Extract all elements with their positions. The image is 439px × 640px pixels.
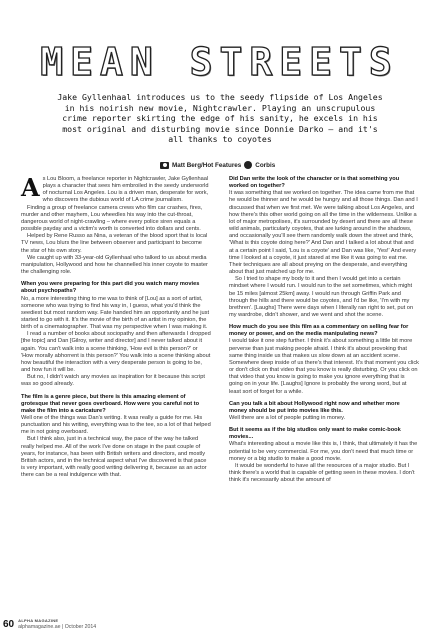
interview-question: How much do you see this film as a commentary on selling fear for money or power, and on the media manipulating news?: [229, 324, 409, 338]
intro-paragraph: [21, 173, 211, 205]
right-column: [229, 176, 419, 484]
interview-answer: So I tried to shape my body to it and then I would get into a certain mindset where I would run. I would run to the set sometimes, which might be 15 miles [almost 25km] away. I would run through Griffin Park and through the hills and there would be coyotes, and I'd be like, 'I'm with my brethren'. [Laughs] There were days when I literally ran right to set, put on my wardrobe, didn't shower, and we went and shot the scene.: [229, 276, 414, 318]
interview-question: Can you talk a bit about Hollywood right now and whether more money should be put into movies like this.: [229, 400, 400, 414]
interview-answer: It would be wonderful to have all the resources of a major studio. But I think there's a world that is capable of getting seen in these movies. I don't think it's necessarily about the amount of: [229, 462, 415, 484]
interview-answer: What's interesting about a movie like this is, I think, that ultimately it has the potential to be very commercial. For me, you don't need that much time or money or a big studio to make a good movie.: [229, 441, 418, 462]
left-column: [21, 173, 211, 479]
standfirst-line: Jake Gyllenhaal introduces us to the seedy flipside of Los Angeles: [57, 92, 383, 102]
interview-question: The film is a genre piece, but there is this amazing element of grotesque that never goes overboard. How were you careful not to make the film into a caricature?: [21, 393, 200, 414]
agency-credit: Corbis: [255, 161, 276, 169]
body-paragraph: We caught up with 33-year-old Gyllenhaal who talked to us about media manipulation, Hollywood and how he channelled his inner coyote to master the challenging role.: [21, 254, 208, 276]
interview-answer: I read a number of books about sociopathy and then afterwards I dropped [the topic] and Dan [Gilroy, writer and director] and I never talked about it again. You can't walk into a scene thinking, 'How evil is this person?' or 'How morally abhorrent is this person?' You walk into a scene thinking about how beautiful the interaction with a very desperate person is going to be, and how fun it will be.: [21, 331, 211, 374]
standfirst-line: all thanks to coyotes: [168, 134, 272, 145]
magazine-logo: ALPHA MAGAZINE: [18, 618, 59, 623]
standfirst-line: crime reporter skirting the edge of his sanity, he excels in his: [62, 113, 378, 124]
interview-question: When you were preparing for this part did you watch many movies about psychopaths?: [21, 281, 200, 295]
interview-answer: But I think also, just in a technical way, the pace of the way he talked really helped me. All of the work I've done on stage in the past couple of years, for instance, has been with British writers and directors, and mostly British actors, and in the technical aspect what I've discovered is that pace is very important, with really good writing delivering it, because as an actor there can be a real indulgence with that.: [21, 436, 207, 479]
interview-answer: It was something that we worked on together. The idea came from me that he would be thinner and he would be hungry and all those things. Dan and I discussed that when we first met. We were talking about Los Angeles, and how there's this other world going on all the time in the wilderness. Unlike a lot of major metropolises, it's surrounded by desert and there are all these wild animals, particularly coyotes, that are lurking around in the shadows, and occasionally you'll see them randomly walk down the street and think, 'What is this coyote doing here?' And Dan and I talked a lot about that and at a certain point I said, 'Lou is a coyote' and Dan was like, 'Yes!' And every time I looked at a coyote, it just stared at me like it was going to eat me. Their techniques are all about preying on the desperate, and everything about that just matched up for me.: [229, 190, 418, 276]
page-footer: [0, 618, 96, 630]
standfirst-line: most original and disturbing movie since Donnie Darko – and it's: [62, 123, 378, 134]
footer-line: alphamagazine.ae | October 2014: [18, 624, 97, 630]
standfirst: [40, 92, 400, 145]
interview-question: But it seems as if the big studios only want to make comic-book movies...: [229, 427, 401, 441]
interview-question: Did Dan write the look of the character or is that something you worked on together?: [229, 176, 400, 190]
interview-answer: Well one of the things was Dan's writing. It was really a guide for me. His punctuation and his writing, everything was to the tee, so a lot of that helped me in not going overboard.: [21, 415, 211, 436]
standfirst-line: in his noirish new movie, Nightcrawler. Playing an unscrupulous: [64, 102, 376, 113]
photographer-credit: Matt Berg/Hot Features: [172, 161, 242, 169]
interview-answer: Well there are a lot of people putting in money.: [229, 415, 346, 421]
body-paragraph: Helped by Rene Russo as Nina, a veteran of the blood sport that is local TV news, Lou blurs the line between observer and participant to become the star of his own story.: [21, 233, 208, 254]
footer-text: [18, 618, 96, 630]
interview-answer: But no, I didn't watch any movies as inspiration for it because this script was so good already.: [21, 374, 205, 388]
dropcap: A: [21, 173, 40, 202]
interview-answer: No, a more interesting thing to me was to think of [Lou] as a sort of artist, someone who was trying to find his way in, I guess, what you'd think the seediest but most random way. Fate handed him an opportunity and he just started to go with it. It's the movie of the birth of an artist in my opinion, the birth of a cinematographer. That was my perspective when I was making it.: [21, 295, 210, 331]
page-number: 60: [3, 618, 15, 630]
headline: MEAN STREETS: [40, 40, 399, 84]
agency-logo-icon: [244, 161, 252, 169]
camera-icon: [160, 162, 169, 169]
interview-answer: I would take it one step further. I think it's about something a little bit more perverse than just making people afraid. I think it's about provoking that same thing inside us that makes us slow down at an accident scene. Somewhere deep inside of us there's that interest. It's that moment you click or don't click on that video that you know is really disturbing. Or you click on that video that you know is going to make you ignore everything that is going on in your life. [Laughs] Ignore is probably the wrong word, but at least sort of forget for a while.: [229, 338, 419, 395]
body-paragraph: Finding a group of freelance camera crews who film car crashes, fires, murder and other mayhem, Lou wheedles his way into the cut-throat, dangerous world of night-crawling – where every police siren equals a possible payday and a victim's worth is converted into dollars and cents.: [21, 204, 203, 233]
photo-credits: [160, 161, 275, 169]
intro-text: s Lou Bloom, a freelance reporter in Nightcrawler, Jake Gyllenhaal plays a character that sees him embroiled in the seedy underworld of nocturnal Los Angeles. Lou is a driven man, desperate for work, who discovers the dubious world of LA crime journalism.: [42, 176, 209, 204]
